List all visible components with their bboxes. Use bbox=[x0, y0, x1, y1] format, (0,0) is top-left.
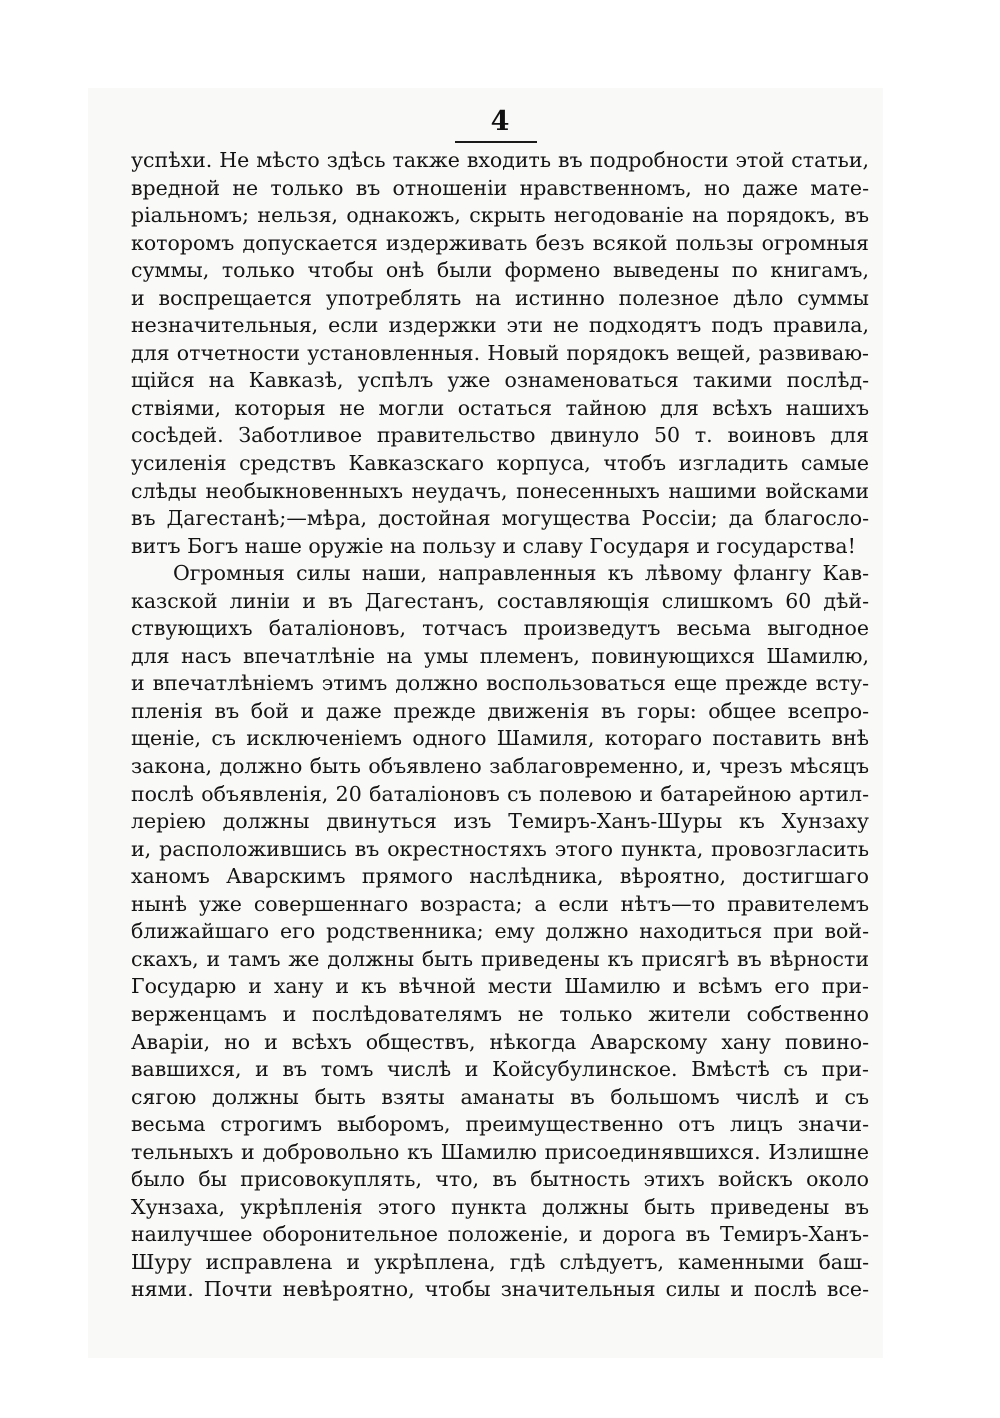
text-line: ближайшаго его родственника; ему должно находиться при вой- bbox=[131, 919, 869, 944]
text-line: наилучшее оборонительное положеніе, и дорога въ Темиръ-Ханъ- bbox=[131, 1222, 869, 1247]
page-number-rule bbox=[455, 141, 537, 143]
text-line: леріею должны двинуться изъ Темиръ-Ханъ-Шуры къ Хунзаху bbox=[131, 809, 869, 834]
text-line: суммы, только чтобы онѣ были формено выведены по книгамъ, bbox=[131, 258, 869, 283]
text-line: которомъ допускается издерживать безъ всякой пользы огромныя bbox=[131, 230, 869, 255]
text-line-paragraph-start: Огромныя силы наши, направленныя къ лѣвому флангу Кав- bbox=[173, 561, 869, 586]
text-line: успѣхи. Не мѣсто здѣсь также входить въ подробности этой статьи, bbox=[131, 148, 869, 172]
text-line: сягою должны быть взяты аманаты въ большомъ числѣ и съ bbox=[131, 1084, 869, 1109]
text-line: незначительныя, если издержки эти не подходятъ подъ правила, bbox=[131, 313, 869, 338]
text-line: ствіями, которыя не могли остаться тайною для всѣхъ нашихъ bbox=[131, 395, 869, 420]
text-line: пленія въ бой и даже прежде движенія въ горы: общее всепро- bbox=[131, 698, 869, 723]
body-text bbox=[131, 147, 869, 1304]
text-line: для насъ впечатлѣніе на умы племенъ, повинующихся Шамилю, bbox=[131, 643, 869, 668]
text-line: нями. Почти невѣроятно, чтобы значительныя силы и послѣ все- bbox=[131, 1277, 869, 1302]
text-line: послѣ объявленія, 20 баталіоновъ съ полевою и батарейною артил- bbox=[131, 781, 869, 806]
text-line: нынѣ уже совершеннаго возраста; а если нѣтъ—то правителемъ bbox=[131, 891, 869, 916]
text-line: щеніе, съ исключеніемъ одного Шамиля, котораго поставить внѣ bbox=[131, 726, 869, 751]
text-line-paragraph-end: витъ Богъ наше оружіе на пользу и славу Государя и государства! bbox=[131, 533, 856, 558]
text-line: Хунзаха, укрѣпленія этого пункта должны быть приведены въ bbox=[131, 1194, 869, 1219]
text-line: и впечатлѣніемъ этимъ должно воспользоваться еще прежде всту- bbox=[131, 671, 869, 696]
text-line: и воспрещается употреблять на истинно полезное дѣло суммы bbox=[131, 285, 869, 310]
text-line: скахъ, и тамъ же должны быть приведены къ присягѣ въ вѣрности bbox=[131, 946, 869, 971]
text-line: вредной не только въ отношеніи нравственномъ, но даже мате- bbox=[131, 175, 869, 200]
text-line: слѣды необыкновенныхъ неудачъ, понесенныхъ нашими войсками bbox=[131, 478, 869, 503]
text-line: для отчетности установленныя. Новый порядокъ вещей, развиваю- bbox=[131, 340, 869, 365]
text-line: верженцамъ и послѣдователямъ не только жители собственно bbox=[131, 1001, 869, 1026]
text-line: въ Дагестанѣ;—мѣра, достойная могущества Россіи; да благосло- bbox=[131, 506, 869, 531]
text-line: ріальномъ; нельзя, однакожъ, скрыть негодованіе на порядокъ, въ bbox=[131, 203, 869, 228]
text-line: сосѣдей. Заботливое правительство двинуло 50 т. воиновъ для bbox=[131, 423, 869, 448]
text-line: Аваріи, но и всѣхъ обществъ, нѣкогда Аварскому хану повино- bbox=[131, 1029, 869, 1054]
text-line: щійся на Кавказѣ, успѣлъ уже ознаменоваться такими послѣд- bbox=[131, 368, 869, 393]
text-line: ствующихъ баталіоновъ, тотчасъ произведутъ весьма выгодное bbox=[131, 616, 869, 641]
text-line: было бы присовокуплять, что, въ бытность этихъ войскъ около bbox=[131, 1167, 869, 1192]
text-line: усиленія средствъ Кавказскаго корпуса, чтобъ изгладить самые bbox=[131, 451, 869, 476]
text-line: казской линіи и въ Дагестанъ, составляющія слишкомъ 60 дѣй- bbox=[131, 588, 869, 613]
text-line: ханомъ Аварскимъ прямого наслѣдника, вѣроятно, достигшаго bbox=[131, 864, 869, 889]
text-line: тельныхъ и добровольно къ Шамилю присоединявшихся. Излишне bbox=[131, 1139, 869, 1164]
text-line: весьма строгимъ выборомъ, преимущественно отъ лицъ значи- bbox=[131, 1112, 869, 1137]
text-line: Шуру исправлена и укрѣплена, гдѣ слѣдуетъ, каменными баш- bbox=[131, 1249, 869, 1274]
text-line: закона, должно быть объявлено заблаговременно, и, чрезъ мѣсяцъ bbox=[131, 754, 869, 779]
text-line: Государю и хану и къ вѣчной мести Шамилю и всѣмъ его при- bbox=[131, 974, 869, 999]
text-line: и, расположившись въ окрестностяхъ этого пункта, провозгласить bbox=[131, 836, 869, 861]
text-line: вавшихся, и въ томъ числѣ и Койсубулинское. Вмѣстѣ съ при- bbox=[131, 1057, 869, 1082]
page-number: 4 bbox=[490, 106, 510, 137]
